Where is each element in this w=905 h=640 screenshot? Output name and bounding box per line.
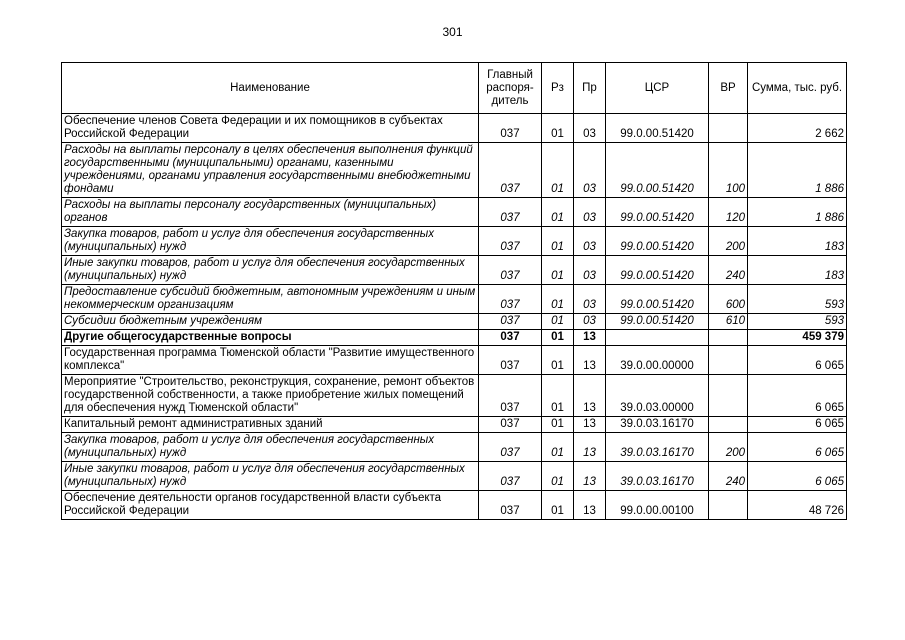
cell-pr: 03	[574, 114, 606, 143]
cell-name: Закупка товаров, работ и услуг для обеспечения государственных (муниципальных) нужд	[62, 227, 479, 256]
cell-rz: 01	[542, 330, 574, 346]
cell-sum: 6 065	[748, 462, 847, 491]
cell-sum: 48 726	[748, 491, 847, 520]
cell-sum: 459 379	[748, 330, 847, 346]
cell-csr: 99.0.00.51420	[606, 114, 709, 143]
cell-name: Мероприятие "Строительство, реконструкция, сохранение, ремонт объектов государственной собственности, а также приобретение жилых помещений для обеспечения нужд Тюменской области"	[62, 375, 479, 417]
cell-pr: 13	[574, 462, 606, 491]
header-pr: Пр	[574, 63, 606, 114]
cell-vr	[709, 375, 748, 417]
cell-csr: 99.0.00.51420	[606, 256, 709, 285]
cell-rz: 01	[542, 143, 574, 198]
budget-table	[61, 62, 847, 520]
cell-name: Субсидии бюджетным учреждениям	[62, 314, 479, 330]
header-rz: Рз	[542, 63, 574, 114]
header-vr: ВР	[709, 63, 748, 114]
cell-pr: 13	[574, 433, 606, 462]
cell-pr: 03	[574, 143, 606, 198]
cell-csr: 99.0.00.51420	[606, 143, 709, 198]
header-code: Главный распоря-дитель	[479, 63, 542, 114]
cell-pr: 13	[574, 346, 606, 375]
cell-sum: 593	[748, 314, 847, 330]
header-sum: Сумма, тыс. руб.	[748, 63, 847, 114]
cell-pr: 03	[574, 285, 606, 314]
cell-csr: 99.0.00.00100	[606, 491, 709, 520]
cell-code: 037	[479, 375, 542, 417]
cell-csr: 39.0.00.00000	[606, 346, 709, 375]
cell-vr: 610	[709, 314, 748, 330]
cell-rz: 01	[542, 198, 574, 227]
cell-sum: 183	[748, 227, 847, 256]
cell-sum: 1 886	[748, 198, 847, 227]
cell-rz: 01	[542, 433, 574, 462]
cell-rz: 01	[542, 314, 574, 330]
table-row	[62, 314, 847, 330]
cell-csr	[606, 330, 709, 346]
cell-pr: 03	[574, 198, 606, 227]
cell-pr: 13	[574, 330, 606, 346]
table-row	[62, 346, 847, 375]
cell-name: Расходы на выплаты персоналу государственных (муниципальных) органов	[62, 198, 479, 227]
cell-csr: 39.0.03.00000	[606, 375, 709, 417]
cell-rz: 01	[542, 346, 574, 375]
table-row	[62, 198, 847, 227]
table-row	[62, 330, 847, 346]
cell-name: Обеспечение членов Совета Федерации и их помощников в субъектах Российской Федерации	[62, 114, 479, 143]
cell-vr	[709, 330, 748, 346]
cell-name: Другие общегосударственные вопросы	[62, 330, 479, 346]
cell-code: 037	[479, 256, 542, 285]
cell-vr	[709, 346, 748, 375]
cell-vr: 100	[709, 143, 748, 198]
table-row	[62, 256, 847, 285]
cell-rz: 01	[542, 375, 574, 417]
cell-csr: 99.0.00.51420	[606, 314, 709, 330]
cell-code: 037	[479, 114, 542, 143]
table-row	[62, 433, 847, 462]
cell-vr: 120	[709, 198, 748, 227]
cell-pr: 03	[574, 314, 606, 330]
cell-code: 037	[479, 346, 542, 375]
cell-vr: 200	[709, 227, 748, 256]
cell-sum: 6 065	[748, 417, 847, 433]
cell-code: 037	[479, 491, 542, 520]
cell-rz: 01	[542, 256, 574, 285]
cell-csr: 99.0.00.51420	[606, 198, 709, 227]
cell-code: 037	[479, 227, 542, 256]
cell-vr	[709, 114, 748, 143]
cell-csr: 99.0.00.51420	[606, 285, 709, 314]
cell-name: Государственная программа Тюменской области "Развитие имущественного комплекса"	[62, 346, 479, 375]
cell-vr	[709, 491, 748, 520]
cell-sum: 183	[748, 256, 847, 285]
cell-code: 037	[479, 417, 542, 433]
cell-vr: 240	[709, 462, 748, 491]
table-row	[62, 227, 847, 256]
cell-rz: 01	[542, 114, 574, 143]
header-csr: ЦСР	[606, 63, 709, 114]
cell-vr: 240	[709, 256, 748, 285]
cell-name: Иные закупки товаров, работ и услуг для обеспечения государственных (муниципальных) нужд	[62, 256, 479, 285]
cell-pr: 13	[574, 491, 606, 520]
header-row	[62, 63, 847, 114]
cell-csr: 99.0.00.51420	[606, 227, 709, 256]
cell-sum: 2 662	[748, 114, 847, 143]
page-number: 301	[442, 25, 463, 39]
cell-rz: 01	[542, 417, 574, 433]
table-row	[62, 491, 847, 520]
table-row	[62, 114, 847, 143]
cell-sum: 1 886	[748, 143, 847, 198]
cell-sum: 6 065	[748, 433, 847, 462]
header-name: Наименование	[62, 63, 479, 114]
cell-pr: 13	[574, 417, 606, 433]
cell-csr: 39.0.03.16170	[606, 462, 709, 491]
cell-rz: 01	[542, 462, 574, 491]
cell-pr: 03	[574, 256, 606, 285]
cell-name: Обеспечение деятельности органов государственной власти субъекта Российской Федерации	[62, 491, 479, 520]
cell-sum: 593	[748, 285, 847, 314]
cell-name: Иные закупки товаров, работ и услуг для обеспечения государственных (муниципальных) нужд	[62, 462, 479, 491]
table-row	[62, 462, 847, 491]
cell-vr: 200	[709, 433, 748, 462]
table-row	[62, 417, 847, 433]
cell-code: 037	[479, 462, 542, 491]
cell-code: 037	[479, 143, 542, 198]
cell-pr: 03	[574, 227, 606, 256]
cell-name: Капитальный ремонт административных зданий	[62, 417, 479, 433]
cell-csr: 39.0.03.16170	[606, 417, 709, 433]
cell-rz: 01	[542, 227, 574, 256]
cell-vr: 600	[709, 285, 748, 314]
table-row	[62, 375, 847, 417]
cell-vr	[709, 417, 748, 433]
cell-code: 037	[479, 198, 542, 227]
cell-rz: 01	[542, 491, 574, 520]
table-row	[62, 285, 847, 314]
table-row	[62, 143, 847, 198]
cell-name: Предоставление субсидий бюджетным, автономным учреждениям и иным некоммерческим организациям	[62, 285, 479, 314]
cell-code: 037	[479, 285, 542, 314]
cell-code: 037	[479, 314, 542, 330]
cell-pr: 13	[574, 375, 606, 417]
cell-csr: 39.0.03.16170	[606, 433, 709, 462]
cell-sum: 6 065	[748, 375, 847, 417]
cell-name: Расходы на выплаты персоналу в целях обеспечения выполнения функций государственными (муниципальными) органами, казенными учреждениями, органами управления государственными внебюджетными фондами	[62, 143, 479, 198]
cell-code: 037	[479, 433, 542, 462]
cell-rz: 01	[542, 285, 574, 314]
cell-name: Закупка товаров, работ и услуг для обеспечения государственных (муниципальных) нужд	[62, 433, 479, 462]
cell-code: 037	[479, 330, 542, 346]
cell-sum: 6 065	[748, 346, 847, 375]
